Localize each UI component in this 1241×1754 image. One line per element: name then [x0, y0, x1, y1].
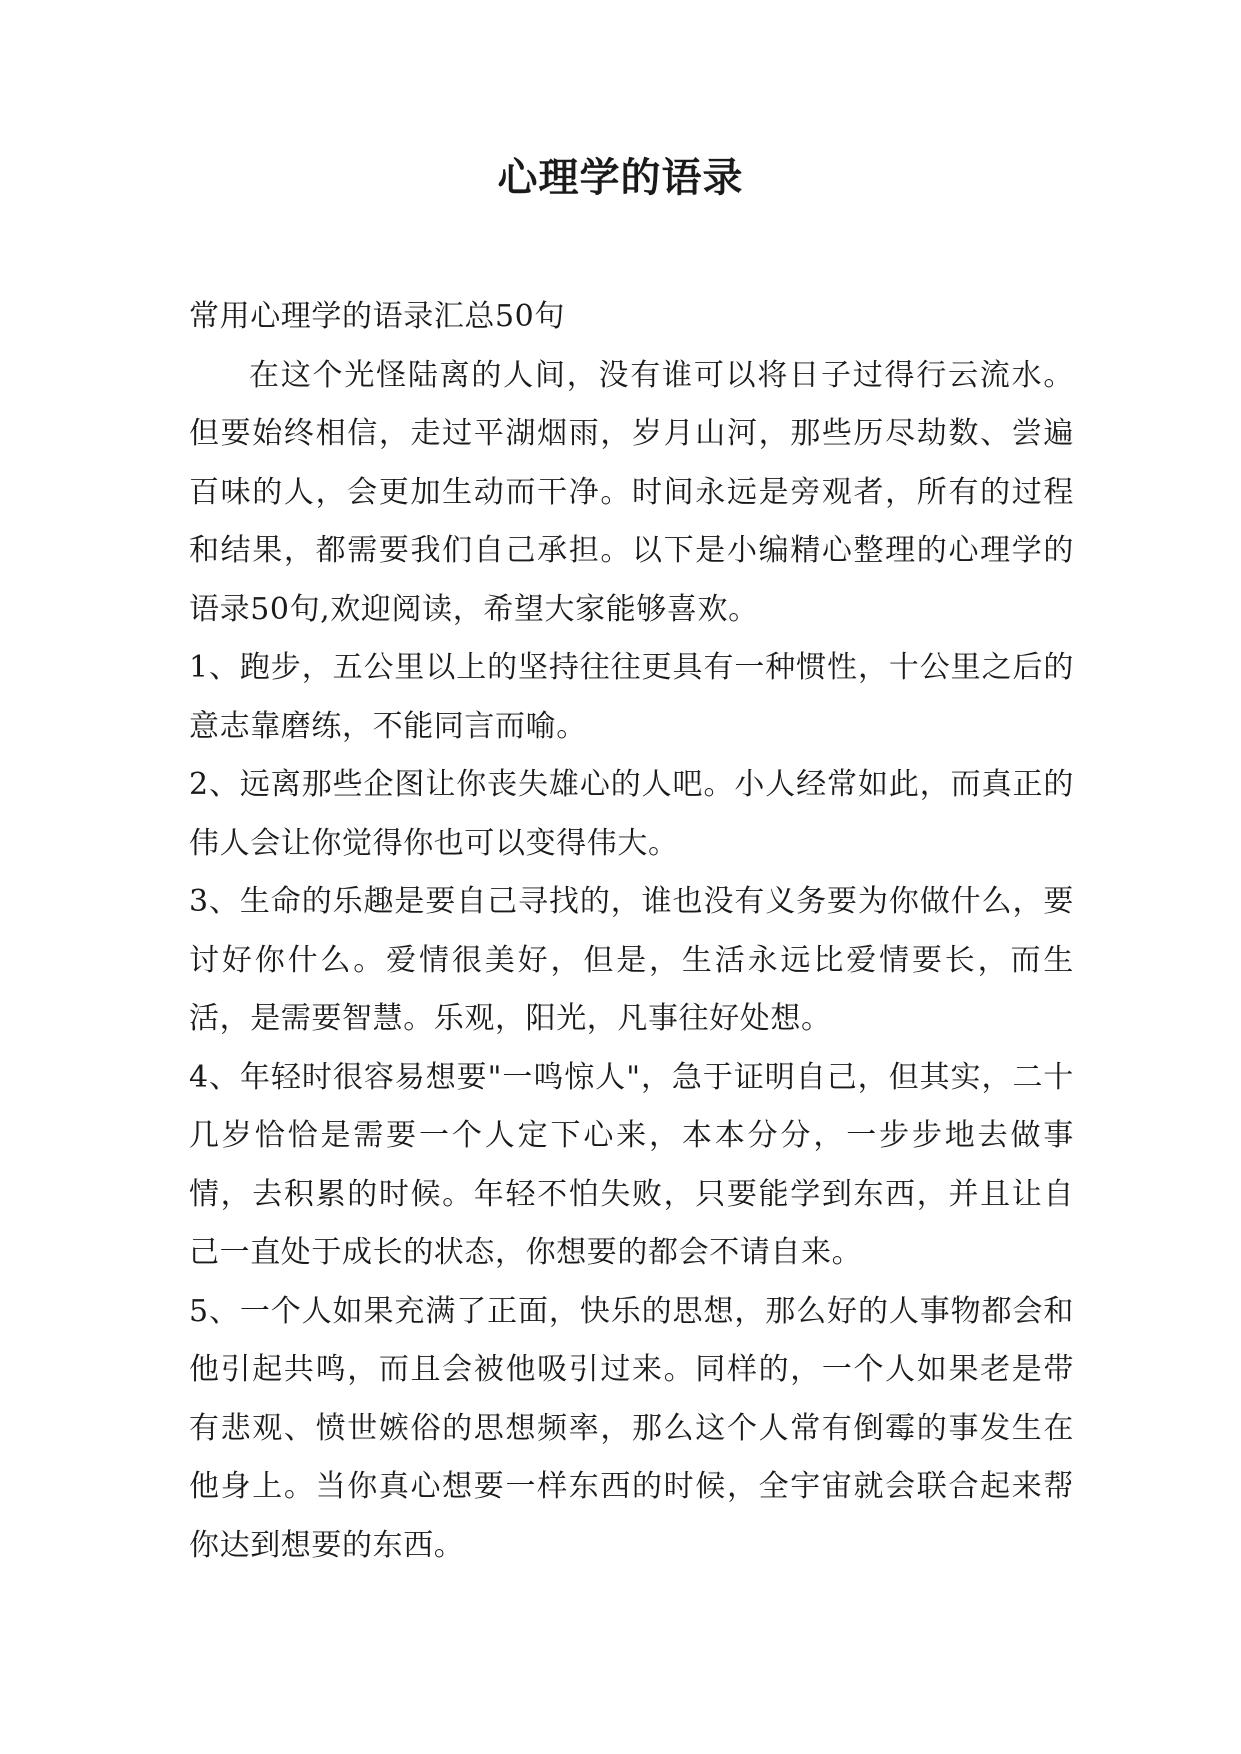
document-body — [189, 288, 1074, 1575]
quote-item-1: 1、跑步，五公里以上的坚持往往更具有一种惯性，十公里之后的意志靠磨练，不能同言而喻。 — [189, 650, 1074, 744]
quote-item-5: 5、一个人如果充满了正面，快乐的思想，那么好的人事物都会和他引起共鸣，而且会被他吸引过来。同样的，一个人如果老是带有悲观、愤世嫉俗的思想频率，那么这个人常有倒霉的事发生在他身上。当你真心想要一样东西的时候，全宇宙就会联合起来帮你达到想要的东西。 — [189, 1293, 1074, 1563]
intro-paragraph: 在这个光怪陆离的人间，没有谁可以将日子过得行云流水。但要始终相信，走过平湖烟雨，岁月山河，那些历尽劫数、尝遍百味的人，会更加生动而干净。时间永远是旁观者，所有的过程和结果，都需要我们自己承担。以下是小编精心整理的心理学的语录50句,欢迎阅读，希望大家能够喜欢。 — [189, 357, 1074, 627]
page-title: 心理学的语录 — [497, 155, 744, 201]
quote-item-2: 2、远离那些企图让你丧失雄心的人吧。小人经常如此，而真正的伟人会让你觉得你也可以变得伟大。 — [189, 767, 1074, 861]
subtitle-line: 常用心理学的语录汇总50句 — [189, 299, 565, 334]
quote-item-4: 4、年轻时很容易想要"一鸣惊人"，急于证明自己，但其实，二十几岁恰恰是需要一个人定下心来，本本分分，一步步地去做事情，去积累的时候。年轻不怕失败，只要能学到东西，并且让自己一直处于成长的状态，你想要的都会不请自来。 — [189, 1059, 1074, 1270]
quote-item-3: 3、生命的乐趣是要自己寻找的，谁也没有义务要为你做什么，要讨好你什么。爱情很美好，但是，生活永远比爱情要长，而生活，是需要智慧。乐观，阳光，凡事往好处想。 — [189, 884, 1074, 1036]
